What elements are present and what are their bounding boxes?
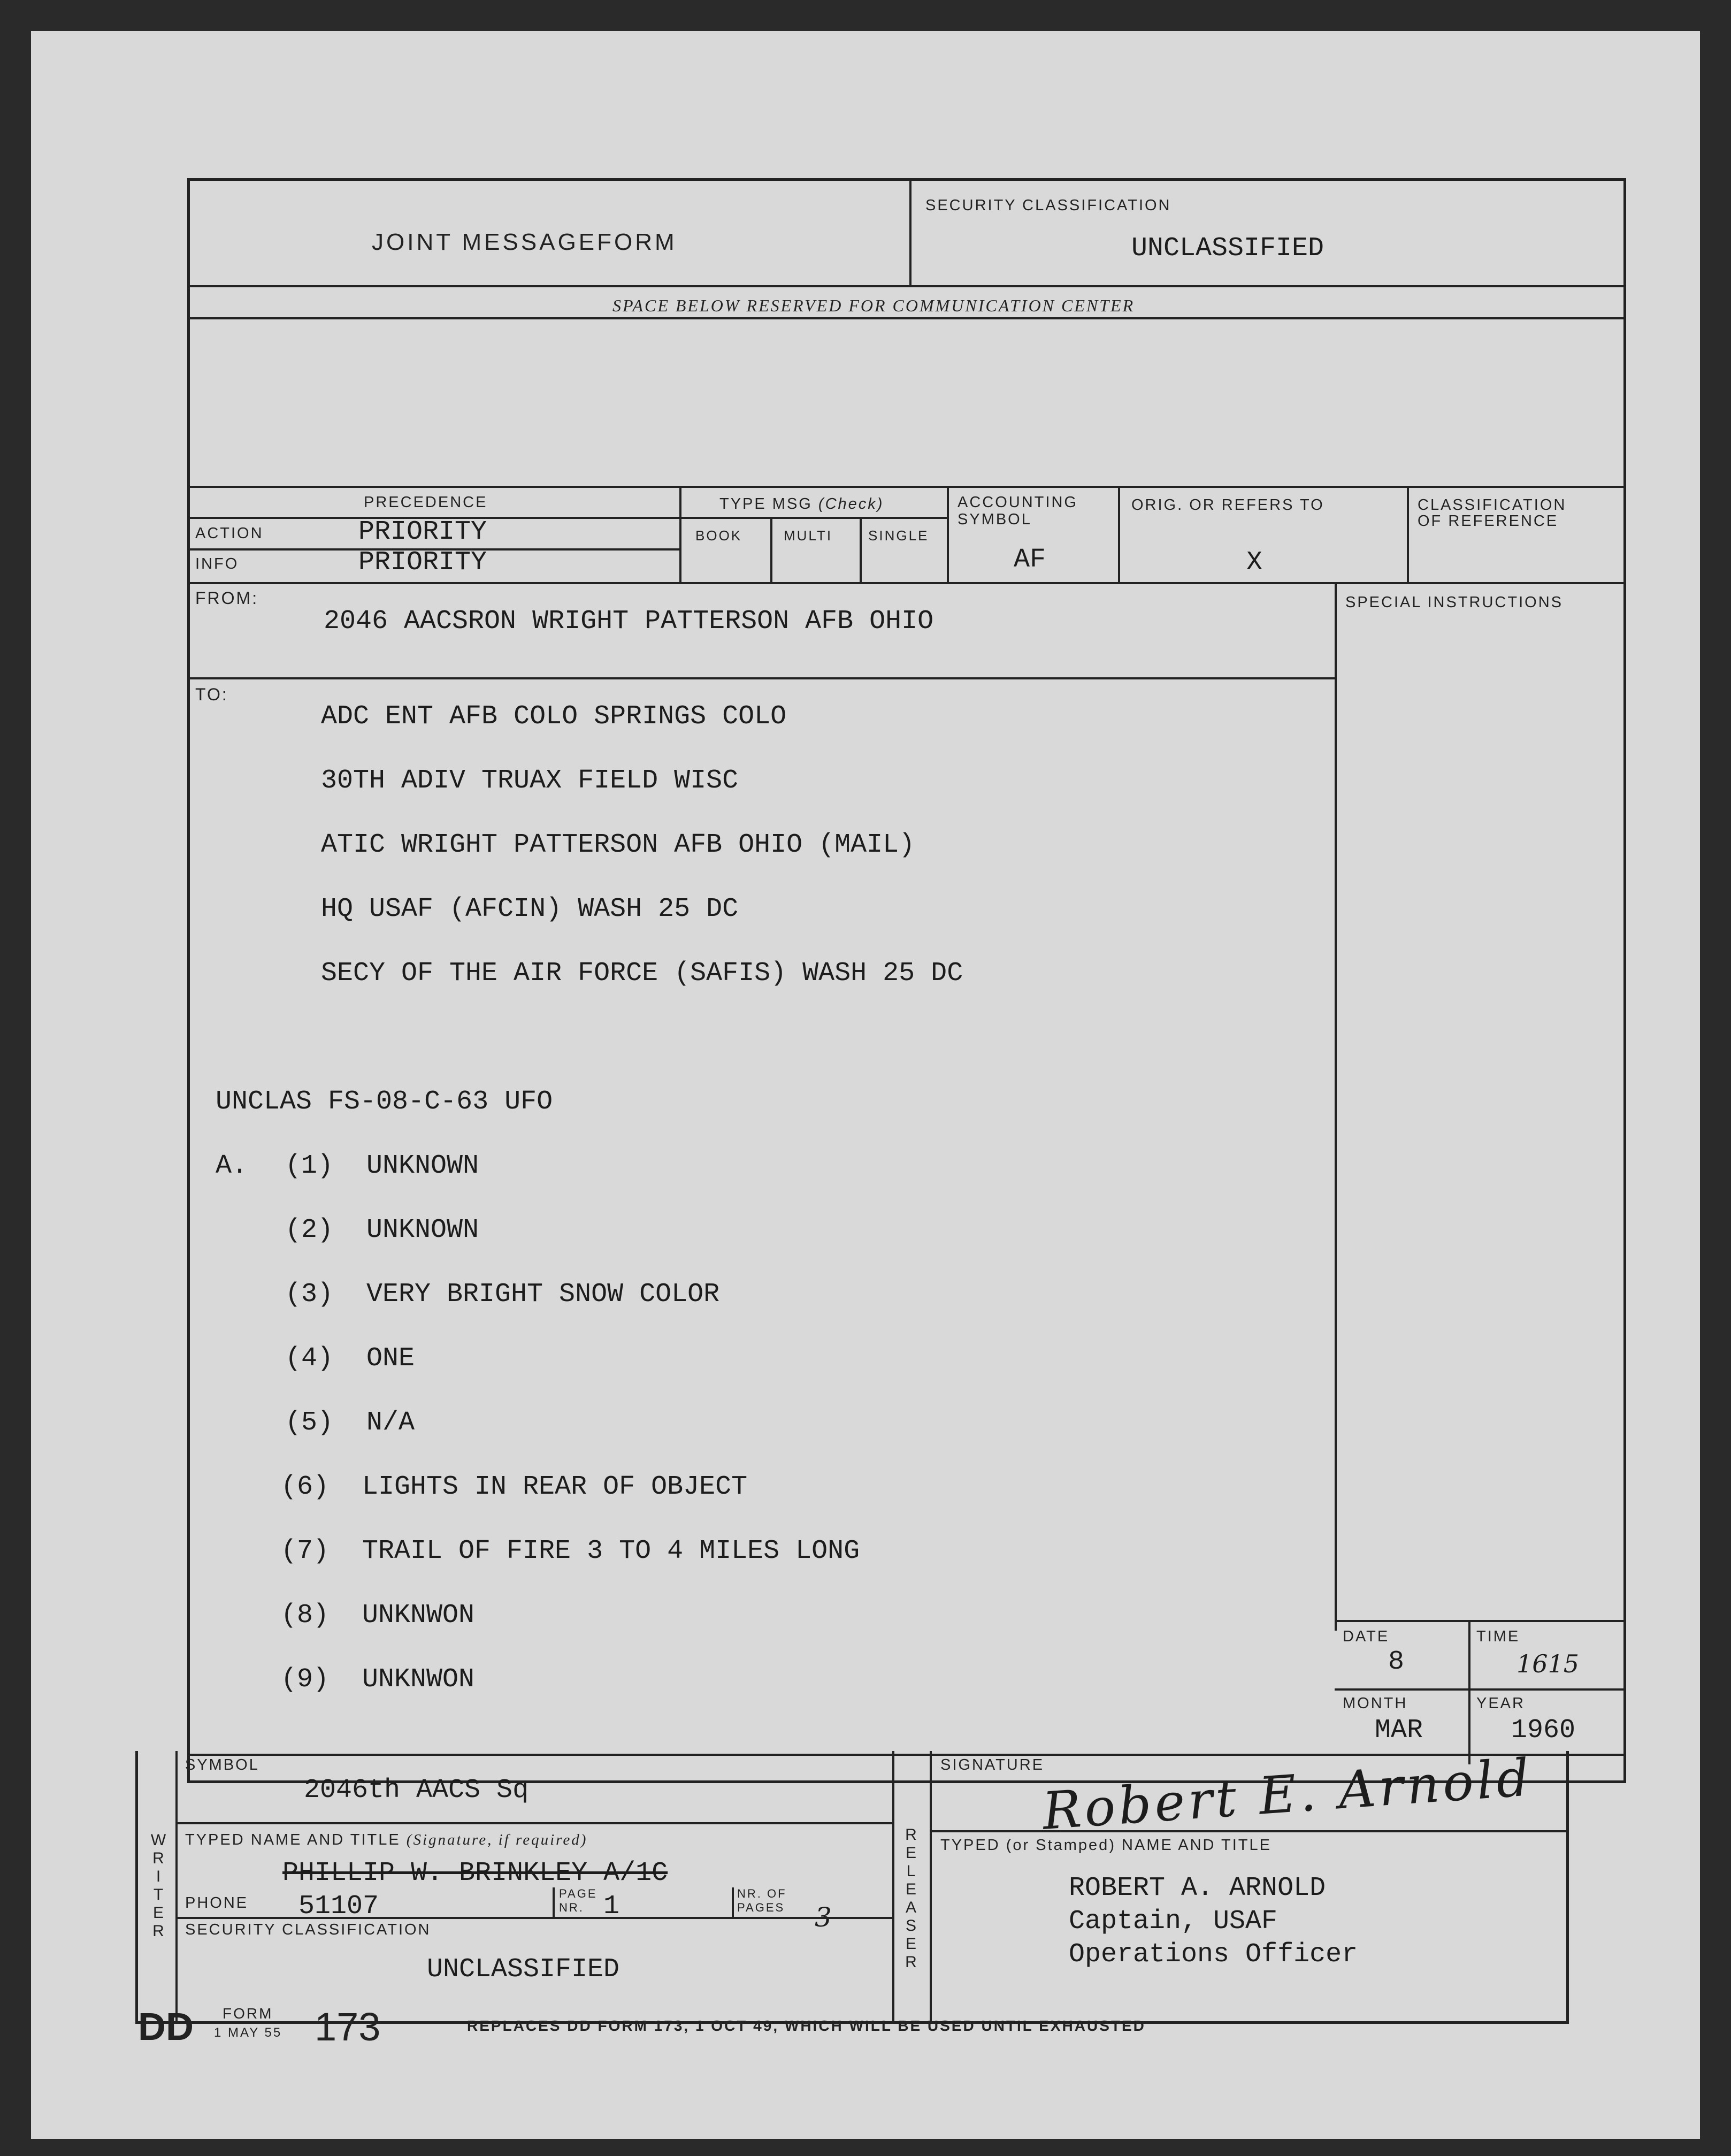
book-label: BOOK bbox=[695, 527, 742, 544]
action-label: ACTION bbox=[195, 525, 264, 542]
item-number: (8) bbox=[281, 1600, 330, 1631]
item-number: (3) bbox=[285, 1279, 334, 1310]
item-text: ONE bbox=[366, 1343, 415, 1374]
item-number: (2) bbox=[285, 1215, 334, 1245]
item-text: N/A bbox=[366, 1408, 415, 1438]
to-address: HQ USAF (AFCIN) WASH 25 DC bbox=[321, 894, 739, 924]
pages-value: 3 bbox=[815, 1902, 832, 1933]
to-address: ADC ENT AFB COLO SPRINGS COLO bbox=[321, 701, 787, 732]
form-title: JOINT MESSAGEFORM bbox=[372, 229, 677, 255]
symbol-label: SYMBOL bbox=[185, 1756, 259, 1773]
releaser-side-label: R E L E A S E R bbox=[905, 1826, 917, 1971]
item-number: (5) bbox=[285, 1408, 334, 1438]
info-label: INFO bbox=[195, 555, 239, 572]
signature-label: SIGNATURE bbox=[940, 1756, 1045, 1773]
precedence-label: PRECEDENCE bbox=[364, 494, 488, 511]
accounting-symbol-label-2: SYMBOL bbox=[958, 511, 1032, 528]
phone-value: 51107 bbox=[298, 1891, 379, 1922]
page-value: 1 bbox=[603, 1891, 620, 1922]
accounting-symbol-value: AF bbox=[1014, 545, 1046, 575]
pages-label-1: NR. OF bbox=[737, 1887, 787, 1900]
symbol-value: 2046th AACS Sq bbox=[304, 1775, 529, 1806]
single-label: SINGLE bbox=[868, 527, 929, 544]
form-number: 173 bbox=[315, 2005, 381, 2049]
year-value: 1960 bbox=[1511, 1715, 1576, 1746]
month-label: MONTH bbox=[1343, 1695, 1408, 1712]
item-text: UNKNWON bbox=[362, 1600, 475, 1631]
item-number: (9) bbox=[281, 1664, 330, 1695]
classification-reference-label-1: CLASSIFICATION bbox=[1418, 496, 1567, 514]
item-number: (6) bbox=[281, 1472, 330, 1502]
orig-refers-value: X bbox=[1246, 547, 1263, 578]
releaser-title: Operations Officer bbox=[1069, 1939, 1358, 1970]
orig-refers-label: ORIG. OR REFERS TO bbox=[1131, 496, 1324, 514]
type-msg-label: TYPE MSG (Check) bbox=[719, 495, 884, 513]
replaces-note: REPLACES DD FORM 173, 1 OCT 49, WHICH WILL BE USED UNTIL EXHAUSTED bbox=[467, 2017, 1146, 2034]
time-value: 1615 bbox=[1516, 1649, 1580, 1678]
from-label: FROM: bbox=[195, 588, 259, 608]
to-address: 30TH ADIV TRUAX FIELD WISC bbox=[321, 766, 739, 796]
phone-label: PHONE bbox=[185, 1894, 249, 1912]
special-instructions-label: SPECIAL INSTRUCTIONS bbox=[1345, 594, 1563, 611]
item-text: LIGHTS IN REAR OF OBJECT bbox=[362, 1472, 748, 1502]
year-label: YEAR bbox=[1476, 1695, 1525, 1712]
action-precedence-value: PRIORITY bbox=[358, 517, 487, 547]
info-precedence-value: PRIORITY bbox=[358, 547, 487, 578]
dd-label: DD bbox=[138, 2006, 194, 2048]
message-header: UNCLAS FS-08-C-63 UFO bbox=[216, 1087, 553, 1117]
pages-label-2: PAGES bbox=[737, 1901, 785, 1914]
page-label-1: PAGE bbox=[559, 1887, 598, 1900]
page-label-2: NR. bbox=[559, 1901, 584, 1914]
time-label: TIME bbox=[1476, 1628, 1520, 1645]
typed-name-label: TYPED NAME AND TITLE (Signature, if required) bbox=[185, 1831, 588, 1848]
security-classification-value: UNCLASSIFIED bbox=[1131, 233, 1324, 264]
form-label: FORM bbox=[223, 2005, 273, 2022]
comm-center-label: SPACE BELOW RESERVED FOR COMMUNICATION CENTER bbox=[612, 296, 1135, 315]
writer-side-label: W R I T E R bbox=[150, 1831, 166, 1940]
releaser-rank: Captain, USAF bbox=[1069, 1906, 1278, 1937]
form-date: 1 MAY 55 bbox=[214, 2025, 282, 2040]
item-text: VERY BRIGHT SNOW COLOR bbox=[366, 1279, 720, 1310]
writer-security-label: SECURITY CLASSIFICATION bbox=[185, 1921, 431, 1938]
document-page bbox=[31, 31, 1700, 2139]
date-value: 8 bbox=[1388, 1647, 1405, 1677]
releaser-signature: Robert E. Arnold bbox=[1040, 1747, 1535, 1841]
item-text: UNKNWON bbox=[362, 1664, 475, 1695]
classification-reference-label-2: OF REFERENCE bbox=[1418, 513, 1559, 530]
date-label: DATE bbox=[1343, 1628, 1390, 1645]
item-text: TRAIL OF FIRE 3 TO 4 MILES LONG bbox=[362, 1536, 860, 1566]
releaser-name: ROBERT A. ARNOLD bbox=[1069, 1873, 1326, 1903]
signature-block bbox=[135, 1747, 1569, 2024]
item-number: (7) bbox=[281, 1536, 330, 1566]
item-text: UNKNOWN bbox=[366, 1151, 479, 1181]
item-number: (1) bbox=[285, 1151, 334, 1181]
to-address: SECY OF THE AIR FORCE (SAFIS) WASH 25 DC bbox=[321, 958, 963, 989]
item-text: UNKNOWN bbox=[366, 1215, 479, 1245]
multi-label: MULTI bbox=[784, 527, 833, 544]
accounting-symbol-label-1: ACCOUNTING bbox=[958, 494, 1078, 511]
security-classification-label: SECURITY CLASSIFICATION bbox=[925, 197, 1171, 214]
section-label: A. bbox=[216, 1151, 248, 1181]
releaser-typed-label: TYPED (or Stamped) NAME AND TITLE bbox=[940, 1837, 1272, 1854]
writer-security-value: UNCLASSIFIED bbox=[427, 1954, 620, 1985]
writer-typed-name: PHILLIP W. BRINKLEY A/1C bbox=[282, 1858, 668, 1889]
to-label: TO: bbox=[195, 685, 228, 704]
month-value: MAR bbox=[1375, 1715, 1423, 1746]
item-number: (4) bbox=[285, 1343, 334, 1374]
message-form bbox=[187, 178, 1626, 1783]
to-address: ATIC WRIGHT PATTERSON AFB OHIO (MAIL) bbox=[321, 830, 915, 860]
from-value: 2046 AACSRON WRIGHT PATTERSON AFB OHIO bbox=[324, 606, 934, 637]
